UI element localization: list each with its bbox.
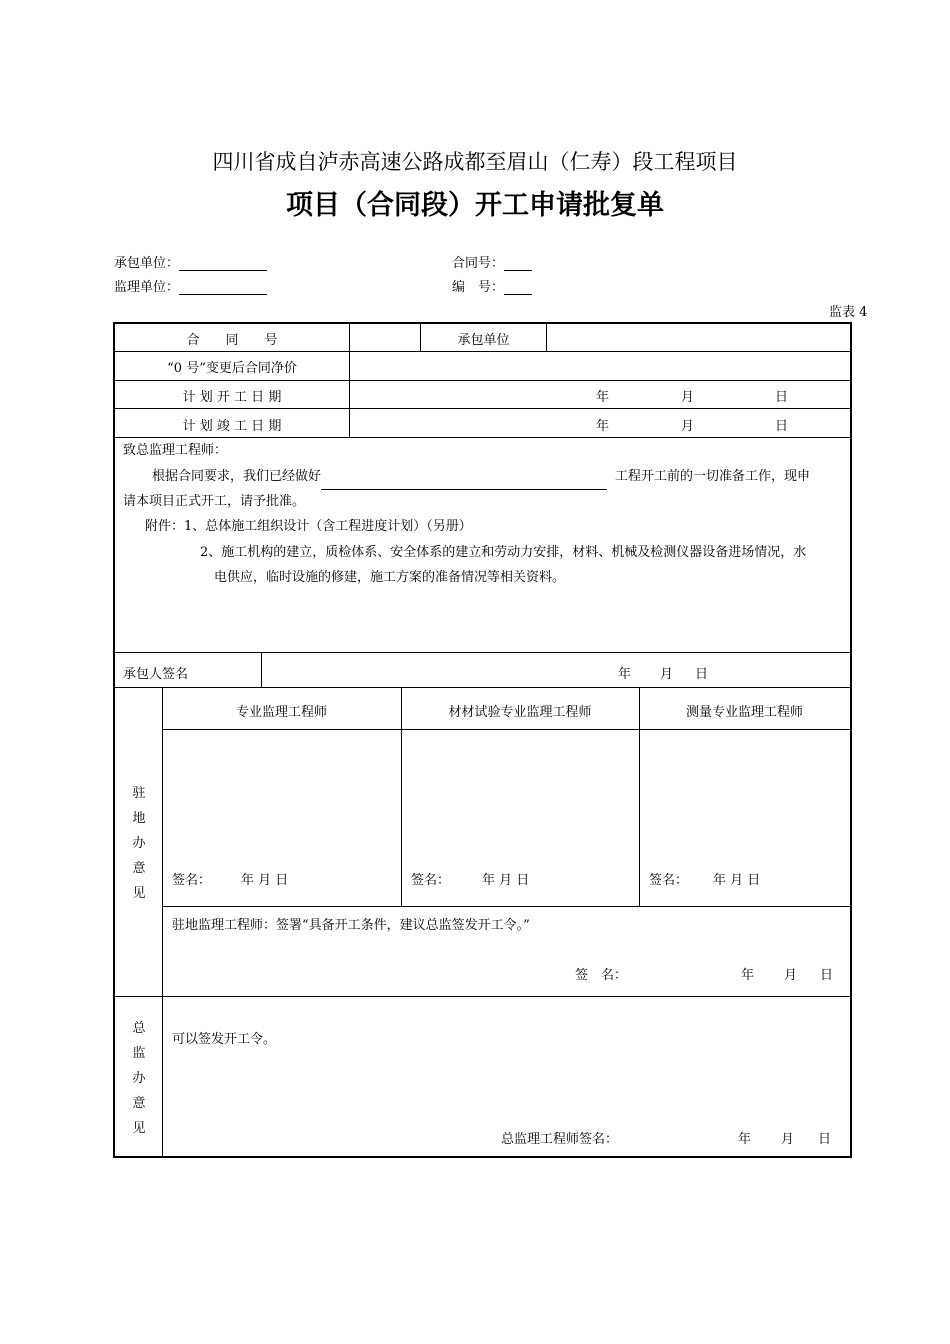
contract-no-blank[interactable] bbox=[504, 256, 532, 271]
supervision-unit-field bbox=[114, 276, 267, 295]
plan-end-day: 日 bbox=[775, 419, 789, 434]
resident-office-label: 驻地办意见 bbox=[132, 786, 146, 901]
net-price-label: “0 号”变更后合同净价 bbox=[167, 361, 297, 376]
request-line-2: 请本项目正式开工，请予批准。 bbox=[123, 494, 306, 509]
serial-no-field bbox=[452, 276, 532, 295]
contract-no-value[interactable] bbox=[350, 324, 420, 351]
specialist-sign-date: 年 月 日 bbox=[241, 873, 289, 888]
request-line-1-suffix: 工程开工前的一切准备工作，现申 bbox=[615, 469, 811, 484]
form-code: 监表 4 bbox=[829, 305, 868, 320]
contract-no-cell-label: 合 同 号 bbox=[186, 333, 278, 348]
chief-sign-day: 日 bbox=[818, 1132, 832, 1147]
document-subtitle: 四川省成自泸赤高速公路成都至眉山（仁寿）段工程项目 bbox=[212, 150, 738, 174]
application-form bbox=[113, 322, 852, 1158]
plan-start-month: 月 bbox=[681, 390, 695, 405]
resident-sign-label: 签 名： bbox=[575, 968, 628, 983]
contractor-sign-month: 月 bbox=[660, 667, 674, 682]
attachment-2-line-2: 电供应，临时设施的修建，施工方案的准备情况等相关资料。 bbox=[214, 570, 566, 585]
contractor-unit-blank[interactable] bbox=[179, 256, 267, 271]
salutation: 致总监理工程师： bbox=[123, 443, 228, 458]
materials-sign-label: 签名： bbox=[411, 873, 451, 888]
survey-engineer-header: 测量专业监理工程师 bbox=[685, 705, 803, 720]
attachment-2-line-1: 2、施工机构的建立，质检体系、安全体系的建立和劳动力安排，材料、机械及检测仪器设备进场情况，水 bbox=[200, 545, 807, 560]
resident-engineer-note: 驻地监理工程师：签署“具备开工条件，建议总监签发开工令。” bbox=[172, 918, 530, 933]
chief-office-opinion: 可以签发开工令。 bbox=[172, 1032, 277, 1047]
resident-sign-day: 日 bbox=[820, 968, 834, 983]
attachment-1: 附件：1、总体施工组织设计（含工程进度计划）（另册） bbox=[145, 519, 472, 534]
contract-no-field bbox=[452, 252, 532, 271]
resident-sign-year: 年 bbox=[741, 968, 755, 983]
contractor-unit-label: 承包单位： bbox=[114, 256, 180, 271]
chief-office-label: 总监办意见 bbox=[132, 1021, 146, 1136]
supervision-unit-blank[interactable] bbox=[179, 280, 267, 295]
materials-sign-date: 年 月 日 bbox=[482, 873, 530, 888]
contractor-unit-field bbox=[114, 252, 267, 271]
plan-start-label: 计 划 开 工 日 期 bbox=[182, 390, 282, 405]
contractor-sign-field[interactable] bbox=[262, 653, 850, 687]
plan-end-year: 年 bbox=[596, 419, 610, 434]
chief-engineer-sign-label: 总监理工程师签名： bbox=[501, 1132, 619, 1147]
contractor-sign-label: 承包人签名 bbox=[123, 667, 189, 682]
plan-start-day: 日 bbox=[775, 390, 789, 405]
contractor-sign-year: 年 bbox=[618, 667, 632, 682]
project-name-blank[interactable] bbox=[321, 475, 607, 490]
serial-no-label: 编 号： bbox=[452, 280, 505, 295]
plan-start-year: 年 bbox=[596, 390, 610, 405]
plan-end-label: 计 划 竣 工 日 期 bbox=[182, 419, 282, 434]
serial-no-blank[interactable] bbox=[504, 280, 532, 295]
materials-engineer-header: 材材试验专业监理工程师 bbox=[448, 705, 592, 720]
survey-sign-date: 年 月 日 bbox=[713, 873, 761, 888]
contractor-value[interactable] bbox=[547, 324, 850, 351]
chief-sign-month: 月 bbox=[781, 1132, 795, 1147]
specialist-sign-label: 签名： bbox=[172, 873, 212, 888]
net-price-value[interactable] bbox=[350, 352, 850, 380]
survey-sign-label: 签名： bbox=[649, 873, 689, 888]
request-line-1 bbox=[152, 464, 810, 490]
request-line-1-prefix: 根据合同要求，我们已经做好 bbox=[152, 469, 322, 484]
specialist-engineer-header: 专业监理工程师 bbox=[235, 705, 327, 720]
supervision-unit-label: 监理单位： bbox=[114, 280, 180, 295]
contract-no-label: 合同号： bbox=[452, 256, 505, 271]
document-title: 项目（合同段）开工申请批复单 bbox=[286, 190, 664, 221]
contractor-sign-day: 日 bbox=[695, 667, 709, 682]
plan-end-month: 月 bbox=[681, 419, 695, 434]
resident-sign-month: 月 bbox=[784, 968, 798, 983]
contractor-cell-label: 承包单位 bbox=[457, 333, 510, 348]
chief-sign-year: 年 bbox=[738, 1132, 752, 1147]
